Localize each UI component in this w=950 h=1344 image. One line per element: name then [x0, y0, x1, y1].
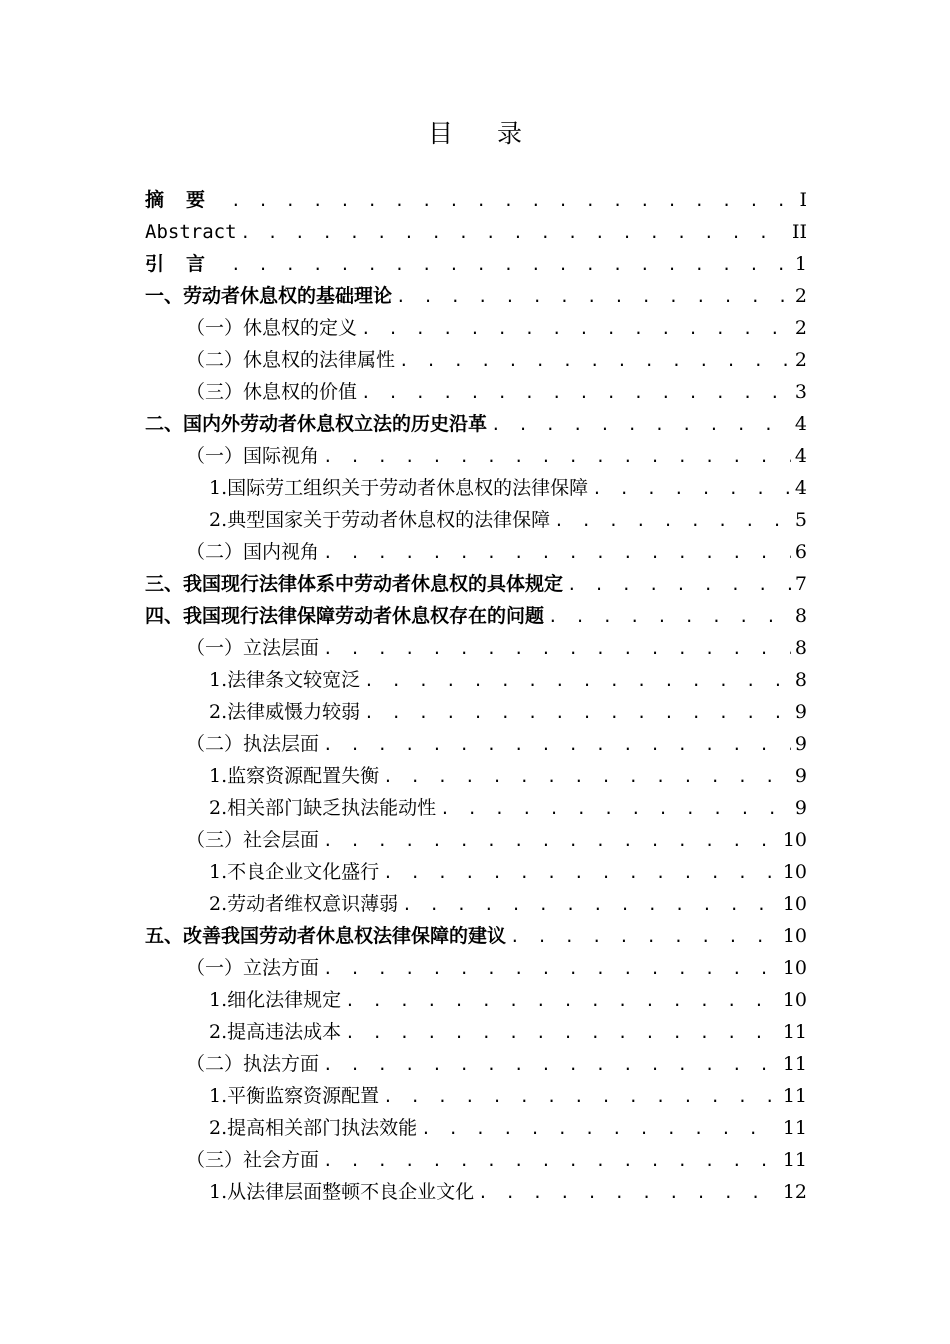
toc-entry-title: 1.从法律层面整顿不良企业文化	[209, 1181, 475, 1203]
dot-leader	[231, 249, 791, 281]
toc-page-number: 10	[782, 989, 807, 1011]
toc-entry-title: 三、我国现行法律体系中劳动者休息权的具体规定	[145, 573, 564, 595]
toc-page-number: 4	[794, 445, 807, 467]
toc-page-number: 10	[782, 893, 807, 915]
toc-entry[interactable]	[145, 1080, 807, 1112]
toc-page-number: 6	[794, 541, 807, 563]
dot-leader	[421, 1113, 779, 1145]
toc-page-number: 9	[794, 733, 807, 755]
dot-leader	[510, 921, 779, 953]
toc-entry[interactable]	[145, 1144, 807, 1176]
dot-leader	[491, 409, 791, 441]
dot-leader	[323, 1145, 779, 1177]
dot-leader	[323, 825, 779, 857]
toc-entry-title: 摘要	[145, 189, 228, 211]
dot-leader	[345, 1017, 779, 1049]
toc-page-number: II	[791, 221, 807, 243]
toc-entry-title: （一）立法方面	[186, 957, 320, 979]
dot-leader	[592, 473, 791, 505]
toc-page-number: 11	[782, 1149, 807, 1171]
toc-entry[interactable]	[145, 1176, 807, 1208]
toc-entry[interactable]	[145, 472, 807, 504]
toc-entry[interactable]	[145, 664, 807, 696]
dot-leader	[323, 633, 791, 665]
dot-leader	[399, 345, 791, 377]
toc-entry[interactable]	[145, 920, 807, 952]
toc-entry-title: 2.相关部门缺乏执法能动性	[209, 797, 437, 819]
toc-entry[interactable]	[145, 984, 807, 1016]
dot-leader	[323, 441, 791, 473]
toc-entry-title: 2.提高相关部门执法效能	[209, 1117, 418, 1139]
toc-entry[interactable]	[145, 728, 807, 760]
toc-entry[interactable]	[145, 184, 807, 216]
toc-page-number: 8	[794, 605, 807, 627]
dot-leader	[440, 793, 791, 825]
toc-entry[interactable]	[145, 344, 807, 376]
toc-entry-title: （三）休息权的价值	[186, 381, 358, 403]
toc-page-number: 4	[794, 413, 807, 435]
toc-page-number: 5	[794, 509, 807, 531]
dot-leader	[364, 665, 791, 697]
toc-page-number: 10	[782, 861, 807, 883]
dot-leader	[554, 505, 791, 537]
toc-entry-title: 2.提高违法成本	[209, 1021, 342, 1043]
toc-entry-title: 2.法律威慑力较弱	[209, 701, 361, 723]
toc-entry[interactable]	[145, 888, 807, 920]
toc-entry-title: 1.监察资源配置失衡	[209, 765, 380, 787]
toc-entry[interactable]	[145, 856, 807, 888]
toc-entry[interactable]	[145, 568, 807, 600]
toc-entry[interactable]	[145, 600, 807, 632]
toc-entry[interactable]	[145, 280, 807, 312]
dot-leader	[323, 729, 791, 761]
toc-entry-title: （二）休息权的法律属性	[186, 349, 396, 371]
dot-leader	[323, 537, 791, 569]
toc-entry-title: 引言	[145, 253, 228, 275]
toc-page-number: 8	[794, 637, 807, 659]
dot-leader	[361, 377, 791, 409]
toc-entry-title: 1.国际劳工组织关于劳动者休息权的法律保障	[209, 477, 589, 499]
dot-leader	[241, 217, 788, 249]
toc-entry-title: （三）社会方面	[186, 1149, 320, 1171]
toc-page-number: 11	[782, 1117, 807, 1139]
toc-entry-title: 2.劳动者维权意识薄弱	[209, 893, 399, 915]
toc-entry[interactable]	[145, 408, 807, 440]
toc-page-number: 2	[794, 285, 807, 307]
toc-entry-title: （二）执法层面	[186, 733, 320, 755]
toc-entry-title: 2.典型国家关于劳动者休息权的法律保障	[209, 509, 551, 531]
dot-leader	[402, 889, 779, 921]
toc-entry[interactable]	[145, 1016, 807, 1048]
toc-entry[interactable]	[145, 792, 807, 824]
toc-page-number: 8	[794, 669, 807, 691]
dot-leader	[383, 1081, 779, 1113]
table-of-contents	[145, 184, 807, 1208]
toc-page-number: 10	[782, 925, 807, 947]
dot-leader	[383, 761, 791, 793]
page-title: 目 录	[428, 119, 540, 148]
dot-leader	[478, 1177, 779, 1209]
toc-page-number: 7	[794, 573, 807, 595]
toc-entry[interactable]	[145, 632, 807, 664]
toc-entry-title: 四、我国现行法律保障劳动者休息权存在的问题	[145, 605, 545, 627]
toc-page-number: 4	[794, 477, 807, 499]
dot-leader	[345, 985, 779, 1017]
toc-entry-title: （一）国际视角	[186, 445, 320, 467]
toc-entry-title: （一）休息权的定义	[186, 317, 358, 339]
toc-entry-title: 1.细化法律规定	[209, 989, 342, 1011]
dot-leader	[361, 313, 791, 345]
dot-leader	[383, 857, 779, 889]
toc-entry-title: 1.不良企业文化盛行	[209, 861, 380, 883]
toc-entry[interactable]	[145, 1112, 807, 1144]
toc-entry[interactable]	[145, 376, 807, 408]
toc-page-number: 11	[782, 1085, 807, 1107]
toc-entry-title: 一、劳动者休息权的基础理论	[145, 285, 393, 307]
toc-entry[interactable]	[145, 536, 807, 568]
dot-leader	[323, 1049, 779, 1081]
toc-entry-title: （二）执法方面	[186, 1053, 320, 1075]
toc-page-number: 9	[794, 797, 807, 819]
toc-page-number: 1	[794, 253, 807, 275]
toc-entry[interactable]	[145, 952, 807, 984]
dot-leader	[396, 281, 791, 313]
toc-entry[interactable]	[145, 760, 807, 792]
toc-entry-title: 1.平衡监察资源配置	[209, 1085, 380, 1107]
toc-entry[interactable]	[145, 312, 807, 344]
dot-leader	[231, 185, 795, 217]
toc-entry[interactable]	[145, 696, 807, 728]
toc-entry-title: （二）国内视角	[186, 541, 320, 563]
dot-leader	[364, 697, 791, 729]
toc-entry[interactable]	[145, 440, 807, 472]
toc-entry-title: Abstract	[145, 221, 237, 243]
toc-entry[interactable]	[145, 248, 807, 280]
toc-entry[interactable]	[145, 504, 807, 536]
toc-page-number: I	[799, 189, 807, 211]
toc-page-number: 2	[794, 317, 807, 339]
toc-entry[interactable]	[145, 824, 807, 856]
toc-page-number: 10	[782, 829, 807, 851]
dot-leader	[548, 601, 791, 633]
toc-page-number: 9	[794, 765, 807, 787]
dot-leader	[567, 569, 791, 601]
toc-entry-title: 二、国内外劳动者休息权立法的历史沿革	[145, 413, 488, 435]
toc-entry-title: （三）社会层面	[186, 829, 320, 851]
toc-entry-title: 1.法律条文较宽泛	[209, 669, 361, 691]
toc-page-number: 11	[782, 1053, 807, 1075]
toc-page-number: 2	[794, 349, 807, 371]
toc-page-number: 3	[794, 381, 807, 403]
toc-entry[interactable]	[145, 216, 807, 248]
toc-entry-title: 五、改善我国劳动者休息权法律保障的建议	[145, 925, 507, 947]
toc-page-number: 9	[794, 701, 807, 723]
toc-page-number: 11	[782, 1021, 807, 1043]
toc-entry-title: （一）立法层面	[186, 637, 320, 659]
toc-entry[interactable]	[145, 1048, 807, 1080]
toc-page-number: 12	[782, 1181, 807, 1203]
toc-page-number: 10	[782, 957, 807, 979]
dot-leader	[323, 953, 779, 985]
